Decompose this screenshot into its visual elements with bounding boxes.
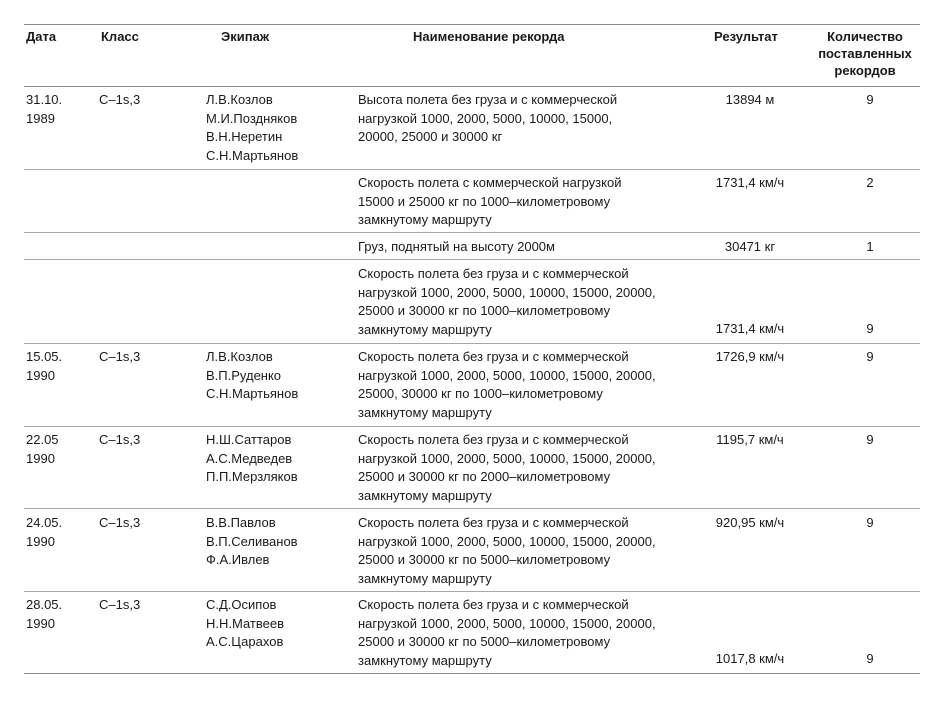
row-divider <box>24 591 920 592</box>
crew-member: В.П.Руденко <box>206 367 282 383</box>
row-class: С–1s,3 <box>99 432 141 447</box>
header-date: Дата <box>26 29 57 44</box>
row-crew <box>206 514 298 570</box>
row-crew <box>206 596 284 652</box>
row-result: 1726,9 км/ч <box>715 349 785 364</box>
date-line: 1990 <box>26 367 55 383</box>
record-name-line: 25000, 30000 кг по 1000–километровому <box>358 386 603 401</box>
row-record-name <box>358 596 656 670</box>
date-line: 1989 <box>26 110 55 126</box>
row-date <box>26 514 62 551</box>
row-count: 9 <box>866 515 874 530</box>
record-name-line: Скорость полета с коммерческой нагрузкой <box>358 175 622 190</box>
record-name-line: нагрузкой 1000, 2000, 5000, 10000, 15000, 20000, <box>358 367 656 383</box>
crew-member: А.С.Медведев <box>206 450 293 466</box>
row-divider <box>24 426 920 427</box>
row-result: 30471 кг <box>724 239 776 254</box>
record-name-line: Скорость полета без груза и с коммерческой <box>358 432 629 447</box>
row-class: С–1s,3 <box>99 349 141 364</box>
header-bottom-rule <box>24 86 920 87</box>
crew-member: А.С.Царахов <box>206 634 284 649</box>
record-name-line: Скорость полета без груза и с коммерческой <box>358 349 629 364</box>
row-count: 1 <box>866 239 874 254</box>
row-crew <box>206 348 298 404</box>
record-name-line: Скорость полета без груза и с коммерческой <box>358 515 629 530</box>
header-count-line: рекордов <box>834 63 896 78</box>
row-result: 920,95 км/ч <box>715 515 785 530</box>
record-name-line: Высота полета без груза и с коммерческой <box>358 92 618 107</box>
crew-member: Н.Ш.Саттаров <box>206 432 292 447</box>
record-name-line: замкнутому маршруту <box>358 570 492 586</box>
row-record-name <box>358 238 555 257</box>
record-name-line: замкнутому маршруту <box>358 487 492 503</box>
record-name-line: нагрузкой 1000, 2000, 5000, 10000, 15000, 20000, <box>358 450 656 466</box>
record-name-line: 25000 и 30000 кг по 5000–километровому <box>358 552 611 567</box>
row-record-name <box>358 265 656 339</box>
crew-member: С.Н.Мартьянов <box>206 147 299 163</box>
crew-member: М.И.Поздняков <box>206 110 298 126</box>
date-line: 15.05. <box>26 349 63 364</box>
row-class: С–1s,3 <box>99 92 141 107</box>
row-record-name <box>358 514 656 588</box>
row-count: 9 <box>866 92 874 107</box>
row-result: 1731,4 км/ч <box>715 321 785 336</box>
row-count: 9 <box>866 651 874 666</box>
date-line: 31.10. <box>26 92 63 107</box>
header-count <box>800 28 930 79</box>
row-date <box>26 431 59 468</box>
row-class: С–1s,3 <box>99 515 141 530</box>
row-date <box>26 91 62 128</box>
row-divider <box>24 259 920 260</box>
crew-member: В.В.Павлов <box>206 515 276 530</box>
record-name-line: нагрузкой 1000, 2000, 5000, 10000, 15000, 20000, <box>358 284 656 300</box>
row-divider <box>24 169 920 170</box>
record-name-line: нагрузкой 1000, 2000, 5000, 10000, 15000, <box>358 110 613 126</box>
crew-member: В.Н.Неретин <box>206 129 283 144</box>
header-count-line: поставленных <box>818 46 912 61</box>
table-top-rule <box>24 24 920 25</box>
record-name-line: нагрузкой 1000, 2000, 5000, 10000, 15000, 20000, <box>358 533 656 549</box>
record-name-line: замкнутому маршруту <box>358 404 492 420</box>
row-record-name <box>358 174 621 230</box>
header-class: Класс <box>101 29 139 44</box>
record-name-line: 25000 и 30000 кг по 1000–километровому <box>358 303 611 318</box>
record-name-line: замкнутому маршруту <box>358 321 492 337</box>
header-record-name: Наименование рекорда <box>413 29 565 44</box>
record-name-line: 25000 и 30000 кг по 2000–километровому <box>358 469 611 484</box>
record-name-line: нагрузкой 1000, 2000, 5000, 10000, 15000, 20000, <box>358 615 656 631</box>
record-name-line: 15000 и 25000 кг по 1000–километровому <box>358 193 611 209</box>
date-line: 1990 <box>26 450 55 466</box>
row-count: 9 <box>866 432 874 447</box>
row-count: 9 <box>866 321 874 336</box>
crew-member: С.Д.Осипов <box>206 597 277 612</box>
row-record-name <box>358 91 617 147</box>
row-class: С–1s,3 <box>99 597 141 612</box>
row-count: 9 <box>866 349 874 364</box>
header-result: Результат <box>714 29 778 44</box>
header-count-line: Количество <box>827 29 903 44</box>
record-name-line: замкнутому маршруту <box>358 652 492 668</box>
record-name-line: Груз, поднятый на высоту 2000м <box>358 239 555 254</box>
row-crew <box>206 431 298 487</box>
row-divider <box>24 343 920 344</box>
record-name-line: Скорость полета без груза и с коммерческой <box>358 597 629 612</box>
row-result: 1017,8 км/ч <box>715 651 785 666</box>
row-result: 1195,7 км/ч <box>716 432 784 447</box>
crew-member: Л.В.Козлов <box>206 349 273 364</box>
date-line: 1990 <box>26 615 55 631</box>
crew-member: П.П.Мерзляков <box>206 469 298 484</box>
row-divider <box>24 232 920 233</box>
row-crew <box>206 91 298 165</box>
record-name-line: Скорость полета без груза и с коммерческой <box>358 266 629 281</box>
crew-member: Ф.А.Ивлев <box>206 552 270 567</box>
row-date <box>26 596 62 633</box>
row-divider <box>24 508 920 509</box>
row-record-name <box>358 431 656 505</box>
date-line: 1990 <box>26 533 55 549</box>
table-bottom-rule <box>24 673 920 674</box>
row-result: 1731,4 км/ч <box>715 175 785 190</box>
row-date <box>26 348 62 385</box>
row-count: 2 <box>866 175 874 190</box>
date-line: 22.05 <box>26 432 59 447</box>
record-name-line: 25000 и 30000 кг по 5000–километровому <box>358 634 611 649</box>
record-name-line: 20000, 25000 и 30000 кг <box>358 129 503 144</box>
crew-member: С.Н.Мартьянов <box>206 386 299 401</box>
row-record-name <box>358 348 656 422</box>
header-crew: Экипаж <box>221 29 270 44</box>
record-name-line: замкнутому маршруту <box>358 212 492 227</box>
crew-member: В.П.Селиванов <box>206 533 298 549</box>
row-result: 13894 м <box>725 92 775 107</box>
date-line: 24.05. <box>26 515 63 530</box>
crew-member: Н.Н.Матвеев <box>206 615 284 631</box>
crew-member: Л.В.Козлов <box>206 92 273 107</box>
date-line: 28.05. <box>26 597 63 612</box>
